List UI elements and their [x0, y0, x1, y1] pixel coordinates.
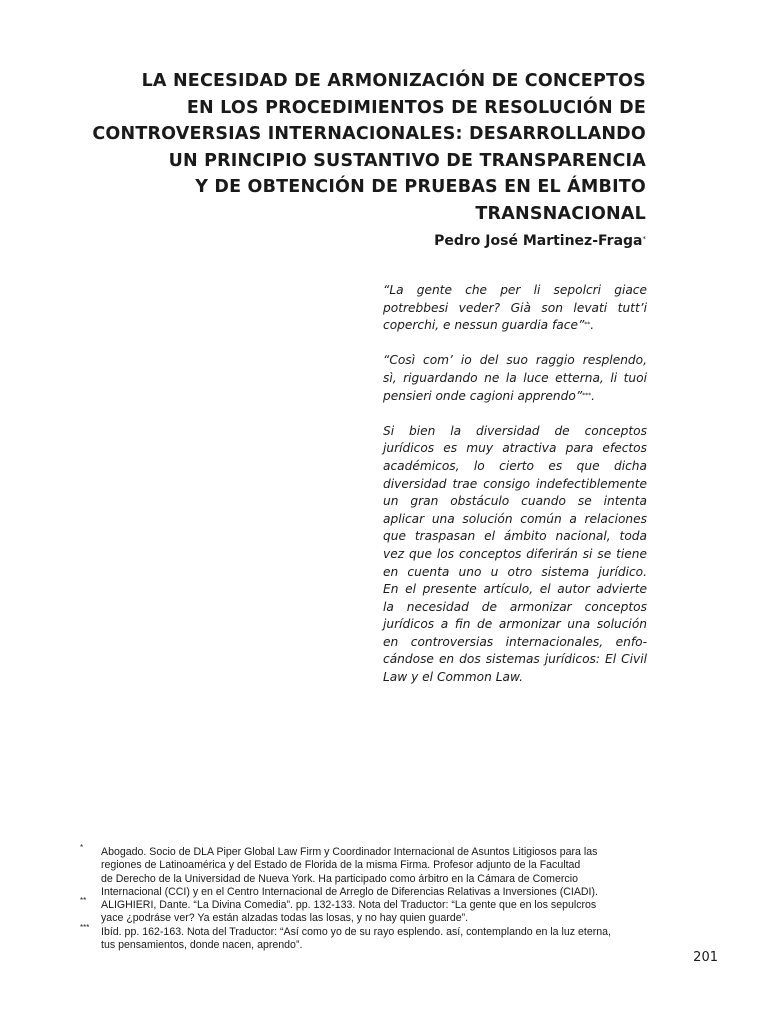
- abstract-line: Law y el Common Law.: [383, 670, 524, 685]
- title-line: EN LOS PROCEDIMIENTOS DE RESOLUCIÓN DE: [186, 97, 646, 118]
- title-line: UN PRINCIPIO SUSTANTIVO DE TRANSPARENCIA: [168, 150, 646, 171]
- author-name: Pedro José Martinez-Fraga: [434, 233, 643, 249]
- abstract-line: jurídicos es muy atractiva para efectos: [383, 441, 647, 456]
- footnote-3: [80, 922, 646, 953]
- footnote-line: Internacional (CCI) y en el Centro Internacional de Arreglo de Diferencias Relativas a Inversiones (CIADI).: [101, 885, 598, 898]
- abstract: [383, 423, 647, 687]
- text-line: sì, riguardando ne la luce etterna, li tuoi: [383, 370, 647, 385]
- footnote-line: Abogado. Socio de DLA Piper Global Law Firm y Coordinador Internacional de Asuntos Litigiosos para las: [101, 846, 598, 858]
- abstract-line: un gran obstáculo cuando se intenta: [383, 494, 647, 509]
- epigraph-quote-1: [383, 282, 647, 335]
- footnote-mark: *: [80, 843, 84, 852]
- footnote-1: [80, 843, 646, 899]
- epigraph-quote-2: [383, 352, 647, 405]
- article-title: [80, 68, 646, 228]
- footnote-line: de Derecho de la Universidad de Nueva York. Ha participado como árbitro en la Cámara de Comercio: [101, 872, 578, 885]
- title-line: CONTROVERSIAS INTERNACIONALES: DESARROLLANDO: [92, 124, 646, 145]
- footnote-ref-3: ***: [582, 391, 592, 399]
- title-line: TRANSNACIONAL: [475, 203, 646, 224]
- abstract-line: En el presente artículo, el autor advierte: [383, 582, 647, 597]
- abstract-line: cándose en dos sistemas jurídicos: El Civil: [383, 652, 647, 667]
- epigraph-and-abstract: [383, 282, 647, 704]
- abstract-line: la necesidad de armonizar conceptos: [383, 599, 647, 614]
- abstract-line: diversidad trae consigo indefectiblemente: [383, 476, 647, 491]
- abstract-line: que traspasan el ámbito nacional, toda: [383, 529, 647, 544]
- abstract-line: en controversias internacionales, enfo-: [383, 634, 647, 649]
- abstract-line: Si bien la diversidad de conceptos: [383, 423, 647, 438]
- footnote-mark: **: [80, 896, 87, 906]
- page-number: 201: [693, 950, 718, 965]
- footnote-line: regiones de Latinoamérica y del Estado de Florida de la misma Firma. Profesor adjunto de la Facultad: [101, 859, 581, 872]
- author-byline: [300, 232, 646, 250]
- abstract-line: vez que los conceptos diferirán si se tiene: [383, 546, 647, 561]
- text-line: coperchi, e nessun guardia face”**.: [383, 318, 595, 333]
- abstract-line: académicos, lo cierto es que dicha: [383, 458, 647, 473]
- footnote-line: tus pensamientos, donde nacen, aprendo”.: [101, 939, 303, 952]
- abstract-line: jurídicos a fin de armonizar una solución: [383, 617, 647, 632]
- abstract-line: en cuenta uno u otro sistema jurídico.: [383, 564, 647, 579]
- abstract-line: aplicar una solución común a relaciones: [383, 511, 647, 526]
- text-line: “Così com’ io del suo raggio resplendo,: [383, 353, 647, 368]
- footnote-ref-2: **: [584, 321, 591, 329]
- author-footnote-mark: *: [642, 235, 646, 243]
- footnote-2: [80, 896, 646, 926]
- footnote-line: ALIGHIERI, Dante. “La Divina Comedia”. pp. 132-133. Nota del Traductor: “La gente que en los sepulcros: [101, 899, 597, 912]
- title-line: Y DE OBTENCIÓN DE PRUEBAS EN EL ÁMBITO: [195, 177, 646, 198]
- title-line: LA NECESIDAD DE ARMONIZACIÓN DE CONCEPTOS: [141, 71, 646, 91]
- text-line: “La gente che per li sepolcri giace: [383, 283, 647, 297]
- text-line: pensieri onde cagioni apprendo”***.: [383, 388, 596, 403]
- footnote-line: yace ¿podráse ver? Ya están alzadas todas las losas, y no hay quien guarde”.: [101, 912, 469, 925]
- text-line: potrebbesi veder? Già son levati tutt’i: [383, 300, 647, 315]
- footnote-line: Ibíd. pp. 162-163. Nota del Traductor: “Así como yo de su rayo esplendo. así, contemplando en la luz eterna,: [101, 925, 611, 938]
- footnotes: [80, 843, 646, 952]
- footnote-mark: ***: [80, 922, 90, 932]
